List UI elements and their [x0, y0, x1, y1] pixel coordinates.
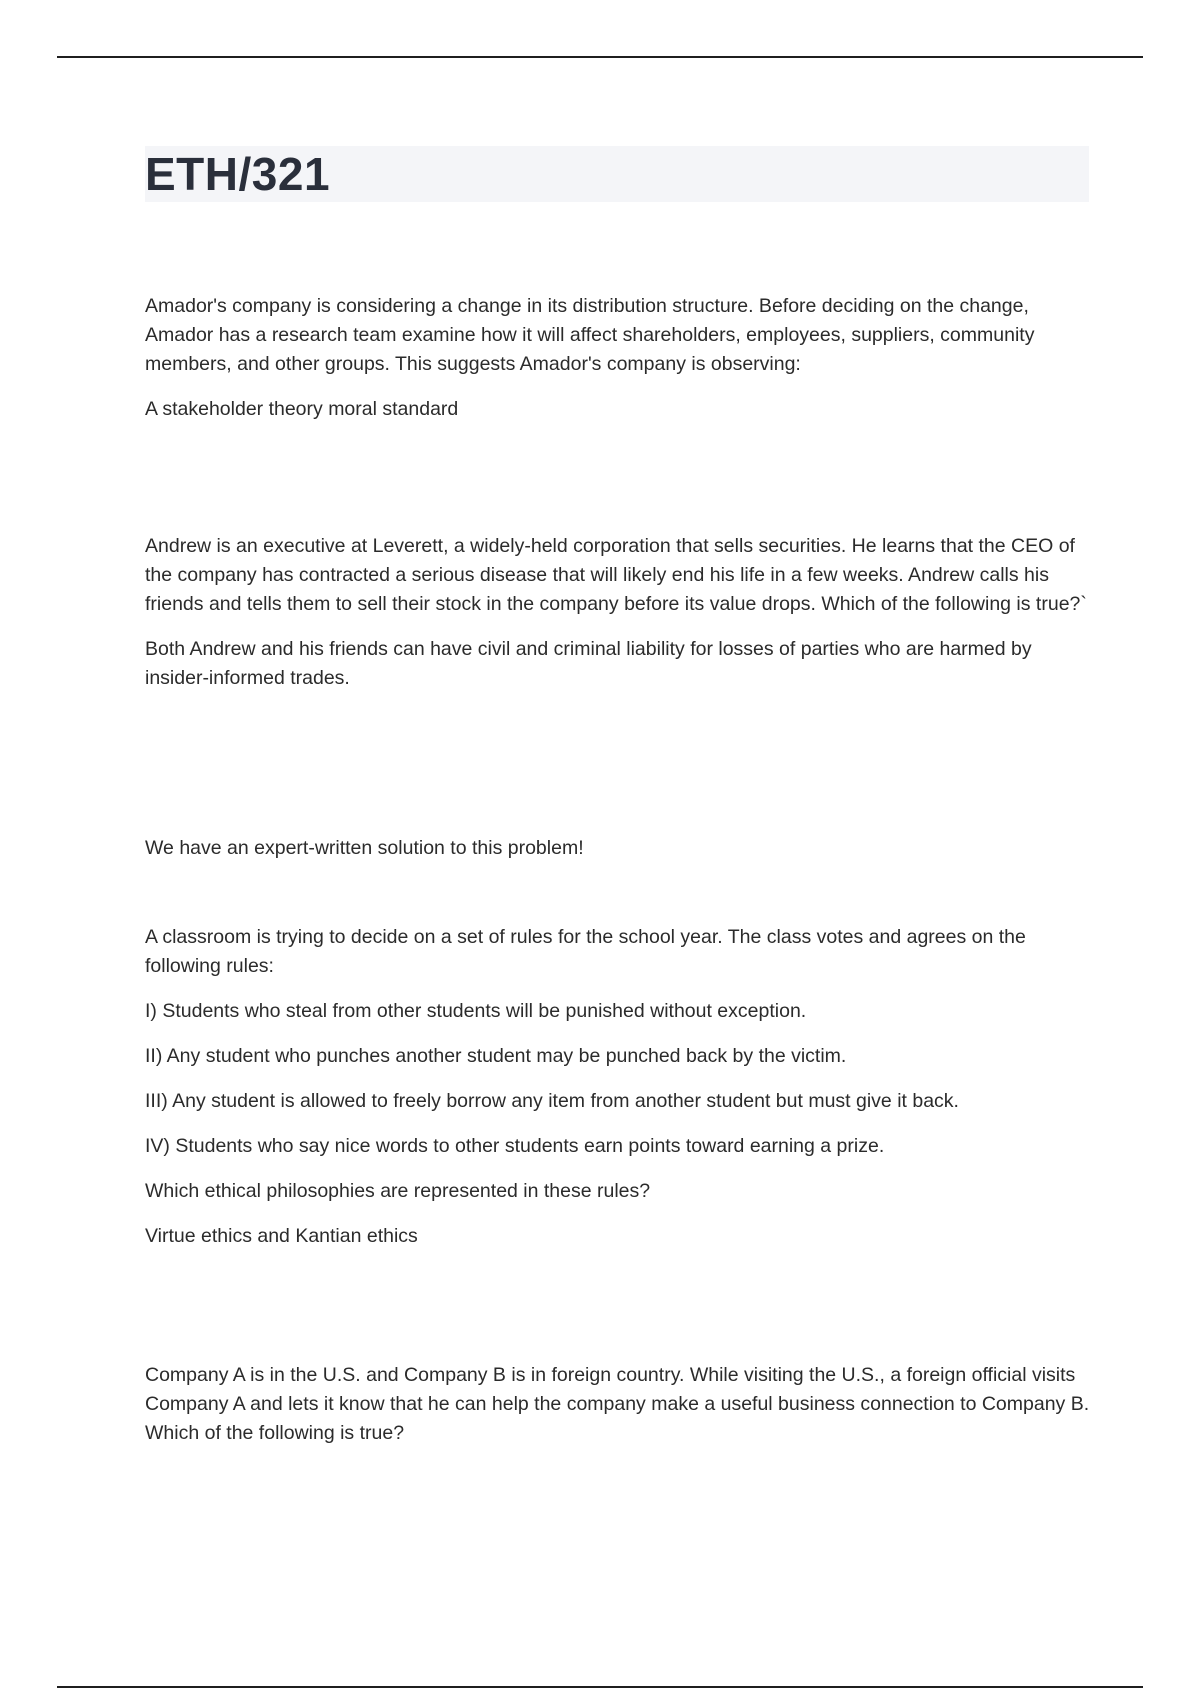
promo-block — [145, 834, 1090, 863]
question-block-3 — [145, 923, 1090, 1251]
question-text: Company A is in the U.S. and Company B is in foreign country. While visiting the U.S., a foreign official visits Company A and lets it know that he can help the company make a useful business connection to Company B. Which of the following is true? — [145, 1364, 1090, 1444]
rule-item: II) Any student who punches another student may be punched back by the victim. — [145, 1045, 847, 1067]
question-block-1 — [145, 292, 1090, 424]
question-text: Andrew is an executive at Leverett, a widely-held corporation that sells securities. He learns that the CEO of the company has contracted a serious disease that will likely end his life in a few weeks. Andrew calls his friends and tells them to sell their stock in the company before its value drops. Which of the following is true?` — [145, 535, 1087, 615]
prompt-text: Which ethical philosophies are represented in these rules? — [145, 1180, 651, 1202]
page-title: ETH/321 — [145, 148, 331, 200]
question-block-4 — [145, 1361, 1090, 1448]
rule-item: I) Students who steal from other students will be punished without exception. — [145, 1000, 807, 1022]
question-text: Amador's company is considering a change in its distribution structure. Before deciding on the change, Amador has a research team examine how it will affect shareholders, employees, suppliers, community members, and other groups. This suggests Amador's company is observing: — [145, 295, 1035, 375]
rule-item: IV) Students who say nice words to other students earn points toward earning a prize. — [145, 1135, 885, 1157]
question-block-2 — [145, 532, 1090, 693]
promo-text: We have an expert-written solution to this problem! — [145, 837, 584, 859]
answer-text: Both Andrew and his friends can have civil and criminal liability for losses of parties who are harmed by insider-informed trades. — [145, 638, 1032, 689]
question-text: A classroom is trying to decide on a set of rules for the school year. The class votes and agrees on the following rules: — [145, 926, 1026, 977]
answer-text: Virtue ethics and Kantian ethics — [145, 1225, 418, 1247]
top-rule — [57, 56, 1143, 58]
answer-text: A stakeholder theory moral standard — [145, 398, 459, 420]
rule-item: III) Any student is allowed to freely borrow any item from another student but must give it back. — [145, 1090, 959, 1112]
bottom-rule — [57, 1686, 1143, 1688]
